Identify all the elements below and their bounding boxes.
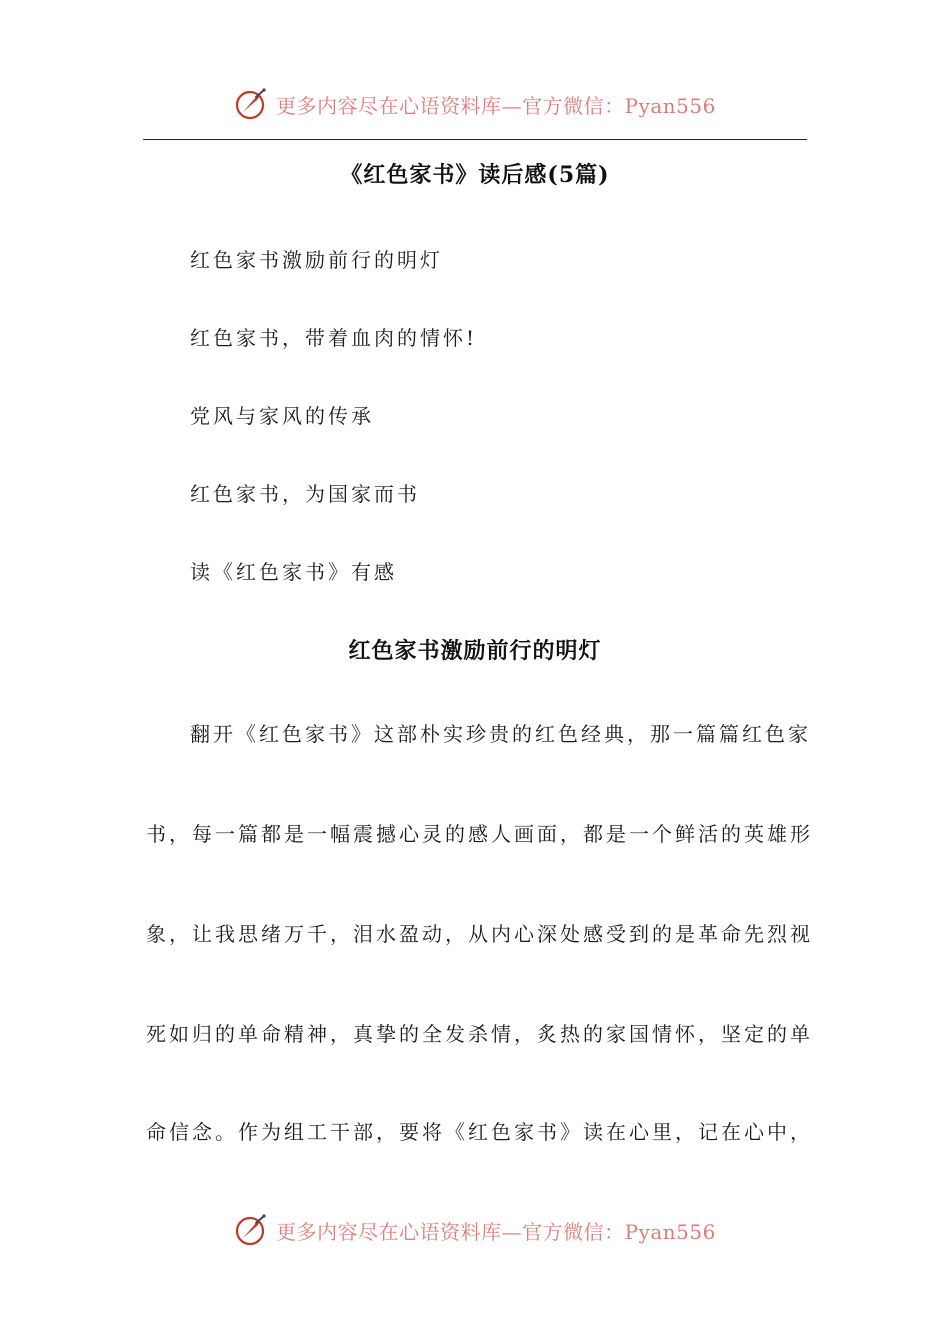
document-title: 《红色家书》读后感(5篇)	[340, 162, 610, 188]
toc-item: 党风与家风的传承	[190, 404, 374, 428]
toc-item: 读《红色家书》有感	[190, 560, 397, 584]
header-watermark	[0, 84, 950, 124]
toc-item: 红色家书，为国家而书	[190, 482, 420, 506]
footer-watermark	[0, 1210, 950, 1250]
paragraph-line: 书，每一篇都是一幅震撼心灵的感人画面，都是一个鲜活的英雄形	[146, 822, 813, 846]
header-divider	[143, 139, 807, 140]
toc-item: 红色家书激励前行的明灯	[190, 248, 443, 272]
header-watermark-text: 更多内容尽在心语资料库—官方微信：Pyan556	[276, 93, 716, 118]
footer-watermark-text: 更多内容尽在心语资料库—官方微信：Pyan556	[276, 1219, 716, 1244]
pen-logo-icon	[234, 1212, 270, 1248]
toc-item: 红色家书，带着血肉的情怀!	[190, 326, 478, 350]
paragraph-line: 命信念。作为组工干部，要将《红色家书》读在心里，记在心中，	[146, 1120, 813, 1144]
section-heading: 红色家书激励前行的明灯	[348, 638, 602, 664]
paragraph-line: 死如归的单命精神，真挚的全发杀情，炙热的家国情怀，坚定的单	[146, 1022, 813, 1046]
pen-logo-icon	[234, 86, 270, 122]
paragraph-line: 翻开《红色家书》这部朴实珍贵的红色经典，那一篇篇红色家	[190, 722, 811, 746]
paragraph-line: 象，让我思绪万千，泪水盈动，从内心深处感受到的是革命先烈视	[146, 922, 813, 946]
